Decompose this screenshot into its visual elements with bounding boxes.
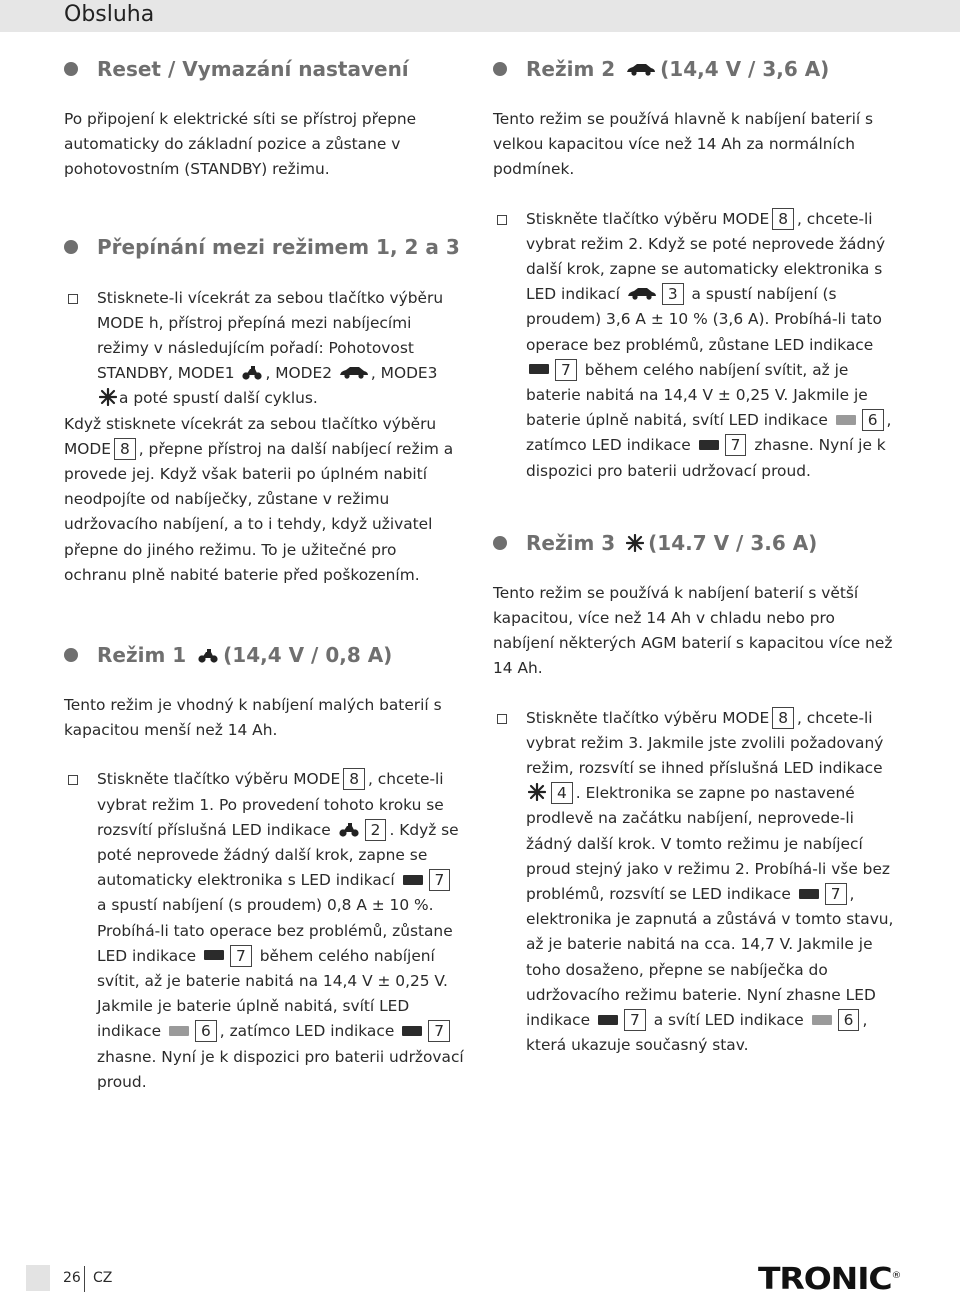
mode1-heading: Režim 1 (14,4 V / 0,8 A) (64, 641, 464, 669)
checkbox-bullet-icon (497, 714, 507, 724)
mode2-heading: Režim 2 (14,4 V / 3,6 A) (493, 55, 895, 83)
ref-number: 4 (551, 782, 573, 804)
left-column (64, 55, 464, 1095)
ref-number: 7 (428, 1020, 450, 1042)
page-number: 26 (63, 1270, 81, 1286)
ref-number: 7 (230, 945, 252, 967)
switch-step: Stisknete-li vícekrát za sebou tlačítko výběru MODE h, přístroj přepíná mezi nabíjecími režimy v následujícím pořadí: Pohotovost STANDBY, MODE1 , MODE2 , MODE3 a poté spustí další cyklus. (64, 286, 464, 412)
mode1-step: Stiskněte tlačítko výběru MODE 8 , chcete-li vybrat režim 1. Po provedení tohoto kroku se rozsvítí příslušná LED indikace 2 . Když se poté neprovede žádný další krok, zapne se automaticky elektronika s LED indikací 7 a spustí nabíjení (s proudem) 0,8 A ± 10 %. Probíhá-li tato operace bez problémů, zůstane LED indikace 7 během celého nabíjení svítit, až je baterie nabitá na 14,4 V ± 0,25 V. Jakmile je baterie úplně nabitá, svítí LED indikace 6 , zatímco LED indikace 7 zhasne. Nyní je k dispozici pro baterii udržovací proud. (64, 767, 464, 1095)
led-dark-icon (403, 875, 423, 885)
ref-number: 8 (772, 208, 794, 230)
ref-number: 6 (838, 1009, 860, 1031)
switch-para: Když stisknete vícekrát za sebou tlačítko výběru MODE 8 , přepne přístroj na další nabíjecí režim a provede jej. Když však baterii po úplném nabití neodpojíte od nabíječky, zůstane v režimu udržovacího nabíjení, a to i tehdy, když uživatel přepne do jiného režimu. To je užitečné pro ochranu plně nabité baterie před poškozením. (64, 414, 454, 584)
page-header (0, 0, 960, 32)
reset-heading: Reset / Vymazání nastavení (64, 55, 464, 83)
language-code: CZ (93, 1270, 113, 1286)
led-grey-icon (836, 415, 856, 425)
ref-number: 7 (555, 359, 577, 381)
checkbox-bullet-icon (68, 775, 78, 785)
ref-number: 7 (725, 434, 747, 456)
mode3-heading: Režim 3 (14.7 V / 3.6 A) (493, 529, 895, 557)
ref-number: 2 (365, 819, 387, 841)
mode3-step: Stiskněte tlačítko výběru MODE 8 , chcete-li vybrat režim 3. Jakmile jste zvolili požadovaný režim, rozsvítí se ihned příslušná LED indikace 4 . Elektronika se zapne po nastavené prodlevě na začátku nabíjení, neprovede-li žádný další krok. V tomto režimu je nabíjecí proud stejný jako v režimu 2. Probíhá-li vše bez problémů, rozsvítí se LED indikace 7 , elektronika je zapnutá a zůstává v tomto stavu, až je baterie nabitá na cca. 14,7 V. Jakmile je toho dosaženo, přepne se nabíječka do udržovacího režimu baterie. Nyní zhasne LED indikace 7 a svítí LED indikace 6 , která ukazuje současný stav. (493, 706, 895, 1059)
motorcycle-icon (241, 364, 263, 380)
page-title: Obsluha (64, 2, 155, 27)
ref-number: 7 (429, 869, 451, 891)
motorcycle-icon (197, 647, 219, 663)
snowflake-icon (626, 534, 644, 552)
car-icon (627, 286, 657, 300)
car-icon (339, 365, 369, 379)
checkbox-bullet-icon (497, 215, 507, 225)
bullet-icon (493, 62, 507, 76)
switch-heading: Přepínání mezi režimem 1, 2 a 3 (64, 233, 464, 261)
led-grey-icon (812, 1015, 832, 1025)
mode1-intro: Tento režim je vhodný k nabíjení malých baterií s kapacitou menší než 14 Ah. (64, 696, 442, 740)
led-dark-icon (799, 889, 819, 899)
mode2-step: Stiskněte tlačítko výběru MODE 8 , chcete-li vybrat režim 2. Když se poté neprovede žádný další krok, zapne se automaticky elektronika s LED indikací 3 a spustí nabíjení (s proudem) 3,6 A ± 10 % (3,6 A). Probíhá-li tato operace bez problémů, zůstane LED indikace 7 během celého nabíjení svítit, až je baterie nabitá na 14,4 V ± 0,25 V. Jakmile je baterie úplně nabitá, svítí LED indikace 6 , zatímco LED indikace 7 zhasne. Nyní je k dispozici pro baterii udržovací proud. (493, 207, 895, 484)
led-dark-icon (529, 364, 549, 374)
snowflake-icon (99, 388, 117, 406)
ref-number: 8 (114, 438, 136, 460)
ref-number: 7 (825, 883, 847, 905)
led-dark-icon (598, 1015, 618, 1025)
led-grey-icon (169, 1026, 189, 1036)
reset-text: Po připojení k elektrické síti se přístroj přepne automaticky do základní pozice a zůstane v pohotovostním (STANDBY) režimu. (64, 110, 417, 179)
mode2-intro: Tento režim se používá hlavně k nabíjení baterií s velkou kapacitou více než 14 Ah za normálních podmínek. (493, 110, 874, 179)
led-dark-icon (204, 950, 224, 960)
ref-number: 6 (862, 409, 884, 431)
bullet-icon (64, 62, 78, 76)
right-column (493, 55, 895, 1059)
bullet-icon (64, 240, 78, 254)
bullet-icon (64, 648, 78, 662)
ref-number: 3 (662, 283, 684, 305)
ref-number: 8 (772, 707, 794, 729)
ref-number: 6 (195, 1020, 217, 1042)
led-dark-icon (699, 440, 719, 450)
bullet-icon (493, 536, 507, 550)
ref-number: 8 (343, 768, 365, 790)
checkbox-bullet-icon (68, 294, 78, 304)
footer-marker (26, 1265, 50, 1291)
ref-number: 7 (624, 1009, 646, 1031)
snowflake-icon (528, 783, 546, 801)
brand-logo: TRONIC® (758, 1262, 901, 1297)
motorcycle-icon (338, 821, 360, 837)
footer-divider (84, 1266, 85, 1292)
mode3-intro: Tento režim se používá k nabíjení baterií s větší kapacitou, více než 14 Ah v chladu nebo pro nabíjení některých AGM baterií s kapacitou více než 14 Ah. (493, 583, 893, 678)
car-icon (626, 62, 656, 76)
led-dark-icon (402, 1026, 422, 1036)
